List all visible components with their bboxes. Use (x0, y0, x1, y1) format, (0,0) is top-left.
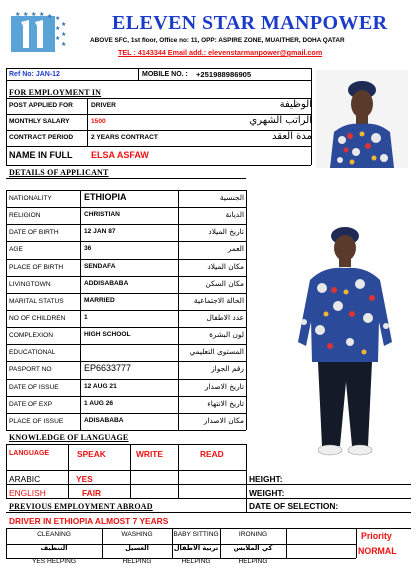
skill-name: CLEANING (37, 531, 71, 538)
details-value: 1 (84, 314, 88, 321)
employment-section-title: FOR EMPLOYMENT IN (9, 88, 102, 97)
details-label: DATE OF ISSUE (9, 384, 59, 391)
details-value: CHRISTIAN (84, 211, 120, 218)
svg-text:★: ★ (23, 11, 29, 18)
weight-label: WEIGHT: (249, 488, 285, 498)
height-label: HEIGHT: (249, 474, 283, 484)
details-arabic-label: مكان الاصدار (203, 416, 244, 425)
applicant-portrait-photo (316, 70, 408, 168)
company-contact: TEL : 4143344 Email add.: elevenstarmanpower@gmail.com (118, 48, 323, 57)
details-arabic-label: العمر (227, 244, 244, 253)
language-row-english: ENGLISH (9, 488, 46, 498)
language-col-language: LANGUAGE (9, 450, 50, 457)
details-label: DATE OF BIRTH (9, 229, 59, 236)
svg-text:★: ★ (47, 13, 53, 20)
details-label: MARITAL STATUS (9, 298, 64, 305)
skill-arabic-name: تربية الاطفال (173, 544, 219, 552)
skill-name: IRONING (238, 531, 268, 538)
skill-name: BABY SITTING (173, 531, 219, 538)
svg-text:★: ★ (31, 11, 37, 18)
details-label: EDUCATIONAL (9, 349, 56, 356)
details-label: PASPORT NO (9, 366, 52, 373)
language-col-write: WRITE (136, 449, 163, 459)
details-arabic-label: مكان السكن (205, 279, 244, 288)
details-value: ADDISABABA (84, 280, 129, 287)
svg-text:★: ★ (39, 11, 45, 18)
mobile-number: +251988986905 (196, 70, 252, 79)
details-value: EP6633777 (84, 363, 132, 373)
details-value: MARRIED (84, 297, 115, 304)
svg-text:★: ★ (55, 15, 61, 22)
details-label: RELIGION (9, 212, 41, 219)
details-arabic-label: مكان الميلاد (207, 262, 244, 271)
details-value: ETHIOPIA (84, 192, 127, 202)
details-arabic-label: الجنسية (219, 193, 244, 202)
skill-level: HELPING (238, 558, 268, 565)
date-of-selection-label: DATE OF SELECTION: (249, 501, 339, 511)
svg-text:★: ★ (15, 11, 21, 18)
applicant-full-body-photo (290, 222, 400, 458)
details-label: PLACE OF BIRTH (9, 264, 64, 271)
svg-text:★: ★ (61, 41, 67, 48)
priority-label: Priority (361, 531, 392, 541)
details-value: 1 AUG 26 (84, 400, 114, 407)
skill-arabic-name: التنظيف (40, 544, 68, 552)
skill-arabic-name: الغسيل (125, 544, 149, 552)
details-section-title: DETAILS OF APPLICANT (9, 168, 109, 177)
details-arabic-label: تاريخ الاصدار (204, 382, 244, 391)
details-value: 12 AUG 21 (84, 383, 117, 390)
monthly-salary-label: MONTHLY SALARY (9, 118, 70, 125)
reference-number: Ref No: JAN-12 (9, 71, 60, 78)
details-label: AGE (9, 246, 23, 253)
company-logo (9, 10, 69, 54)
post-applied-arabic: الوظيفة (279, 99, 312, 110)
skill-level: YES HELPING (32, 558, 76, 565)
previous-employment-value: DRIVER IN ETHIOPIA ALMOST 7 YEARS (9, 516, 169, 526)
monthly-salary-arabic: الراتب الشهري (249, 115, 312, 126)
post-applied-value: DRIVER (91, 102, 116, 109)
language-row-arabic: ARABIC (9, 474, 41, 484)
contract-period-value: 2 YEARS CONTRACT (91, 134, 158, 141)
details-arabic-label: المستوى التعليمي (189, 347, 244, 356)
details-arabic-label: تاريخ الميلاد (208, 227, 244, 236)
company-name: ELEVEN STAR MANPOWER (112, 12, 388, 34)
skill-name: WASHING (121, 531, 153, 538)
skill-level: HELPING (181, 558, 211, 565)
details-label: COMPLEXION (9, 332, 53, 339)
details-label: NATIONALITY (9, 195, 52, 202)
language-english-speak: FAIR (82, 488, 102, 498)
monthly-salary-value: 1500 (91, 118, 106, 125)
svg-text:★: ★ (55, 35, 61, 42)
details-value: 36 (84, 245, 92, 252)
details-label: PLACE OF ISSUE (9, 418, 64, 425)
details-value: HIGH SCHOOL (84, 331, 131, 338)
post-applied-label: POST APPLIED FOR (9, 102, 73, 109)
language-col-speak: SPEAK (77, 449, 106, 459)
details-label: LIVINGTOWN (9, 281, 51, 288)
details-value: ADISABABA (84, 417, 124, 424)
mobile-label: MOBILE NO. : (142, 71, 188, 78)
full-name-value: ELSA ASFAW (91, 150, 149, 160)
language-arabic-speak: YES (76, 474, 93, 484)
svg-text:★: ★ (61, 21, 67, 28)
svg-text:★: ★ (61, 31, 67, 38)
details-arabic-label: رقم الجواز (211, 364, 244, 373)
details-value: 12 JAN 87 (84, 228, 116, 235)
details-label: DATE OF EXP (9, 401, 53, 408)
language-col-read: READ (200, 449, 224, 459)
full-name-label: NAME IN FULL (9, 150, 73, 160)
language-section-title: KNOWLEDGE OF LANGUAGE (9, 433, 129, 442)
details-value: SENDAFA (84, 263, 116, 270)
svg-text:★: ★ (55, 25, 61, 32)
details-label: NO OF CHILDREN (9, 315, 66, 322)
details-arabic-label: الحالة الاجتماعية (193, 296, 244, 305)
details-arabic-label: لون البشرة (209, 330, 244, 339)
details-arabic-label: الديانة (225, 210, 244, 219)
skill-level: HELPING (122, 558, 152, 565)
contract-period-label: CONTRACT PERIOD (9, 134, 74, 141)
contract-period-arabic: مدة العقد (272, 131, 312, 142)
details-arabic-label: عدد الاطفال (206, 313, 244, 322)
previous-employment-title: PREVIOUS EMPLOYMENT ABROAD (9, 502, 153, 511)
company-address: ABOVE SFC, 1st floor, Office no: 11, OPP: ASPIRE ZONE, MUAITHER, DOHA QATAR (90, 37, 345, 44)
priority-value: NORMAL (358, 546, 397, 556)
details-arabic-label: تاريخ الانتهاء (207, 399, 244, 408)
skill-arabic-name: كي الملابس (233, 544, 273, 552)
